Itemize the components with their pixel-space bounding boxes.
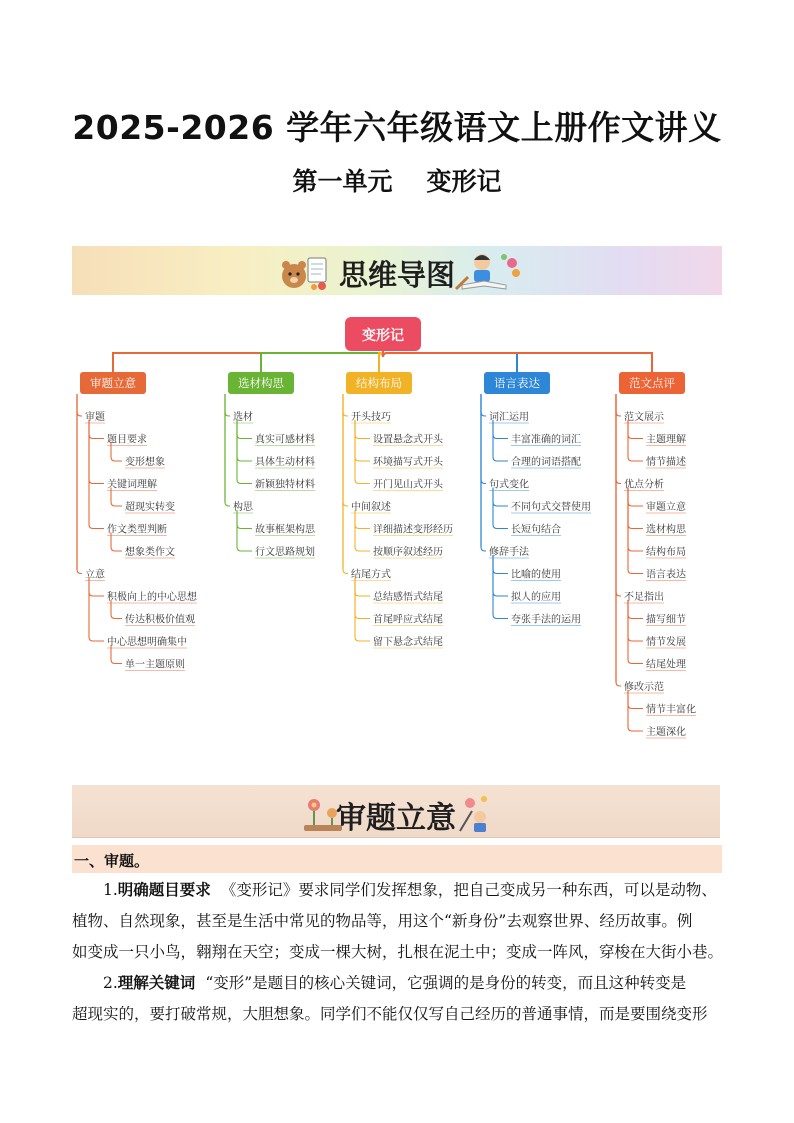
mindmap-connector [343,394,348,574]
mindmap-item: 长短句结合 [511,524,561,536]
mindmap-item: 审题立意 [646,502,686,513]
mindmap-item: 主题深化 [646,727,686,738]
mindmap-item: 选材构思 [646,524,686,536]
mindmap-item: 不足指出 [624,592,664,603]
mindmap-item: 审题 [85,412,105,423]
mindmap-banner-title: 思维导图 [338,258,455,292]
mindmap-branch-label: 结构布局 [356,376,402,390]
mindmap-item: 主题理解 [646,434,686,446]
paragraph-text: 《变形记》要求同学们发挥想象，把自己变成另一种东西，可以是动物、 [220,881,717,899]
mindmap-connector [355,420,370,461]
mindmap-connector [261,351,383,372]
mindmap-item: 修改示范 [624,682,664,693]
paragraph-1-line-2: 植物、自然现象，甚至是生活中常见的物品等，用这个“新身份”去观察世界、经历故事。例 [72,912,693,930]
mindmap-item: 情节丰富化 [646,704,696,716]
unit-label: 第一单元 [292,167,393,196]
mindmap-branch-label: 选材构思 [238,376,284,390]
mindmap-item: 积极向上的中心思想 [107,592,197,603]
mindmap-item: 句式变化 [489,479,529,491]
mindmap-item: 超现实转变 [125,502,175,513]
mindmap-item: 优点分析 [624,479,664,491]
mindmap-item: 合理的词语搭配 [511,457,581,468]
mindmap-item: 故事框架构思 [255,524,315,536]
mindmap-connector [225,394,230,416]
mindmap-connector [481,394,486,551]
mindmap-item: 具体生动材料 [255,457,315,468]
mindmap-connector [225,394,230,506]
mindmap-connector [628,488,643,574]
mindmap-connector [493,420,508,461]
mindmap-item: 语言表达 [646,569,686,581]
mindmap-item: 构思 [233,502,253,513]
paragraph-2-line-1 [72,968,724,999]
mindmap-item: 设置悬念式开头 [373,434,443,446]
mindmap-branch-label: 范文点评 [629,376,675,390]
section-banner-title: 审题立意 [336,801,456,836]
mindmap-item: 情节描述 [646,457,686,468]
topic-label: 变形记 [426,167,502,196]
mindmap-item: 结尾方式 [351,569,391,581]
section-heading: 一、审题。 [74,852,150,870]
mindmap-branch-label: 语言表达 [494,376,540,390]
mindmap-connector [77,394,82,416]
mindmap-item: 比喻的使用 [511,569,561,581]
mindmap-item: 结尾处理 [646,659,686,671]
mindmap-connector [355,420,370,484]
mindmap-connector [628,690,643,731]
item-heading: 明确题目要求 [117,881,211,899]
mindmap-item: 选材 [233,412,253,423]
mindmap-connector [89,420,104,484]
kid-reading-deco-icon [452,249,524,293]
paragraph-2-line-2: 超现实的，要打破常规，大胆想象。同学们不能仅仅写自己经历的普通事情，而是要围绕变形 [72,1005,708,1023]
mindmap-item: 变形想象 [125,457,165,468]
mindmap-banner [72,246,722,295]
mindmap-connector [493,555,508,596]
item-heading: 理解关键词 [117,974,196,992]
mindmap-branch [343,351,453,648]
mindmap-item: 修辞手法 [489,547,529,558]
mindmap-connector [616,394,621,596]
mindmap-connector [113,351,383,372]
mind-map [0,305,794,775]
mindmap-connector [628,600,643,664]
mindmap-connector [628,600,643,641]
mindmap-connector [343,394,348,416]
item-number: 2. [103,974,118,992]
mindmap-item: 按顺序叙述经历 [373,547,443,558]
mindmap-connector [628,420,643,461]
paragraph-1-line-3: 如变成一只小鸟，翱翔在天空；变成一棵大树，扎根在泥土中；变成一阵风，穿梭在大街小巷。 [72,943,724,961]
mindmap-connector [493,488,508,529]
mindmap-connector [89,578,104,642]
paragraph-1 [72,875,724,968]
mindmap-connector [355,578,370,619]
mindmap-connector [493,555,508,619]
mindmap-item: 范文展示 [624,412,664,423]
mindmap-item: 夸张手法的运用 [511,614,581,626]
mindmap-item: 环境描写式开头 [373,457,443,468]
mindmap-item: 真实可感材料 [255,434,315,446]
section-heading-bar [72,845,722,873]
mindmap-item: 留下悬念式结尾 [373,637,443,648]
mindmap-item: 中心思想明确集中 [107,637,187,648]
mindmap-item: 立意 [85,569,105,581]
mindmap-connector [616,394,621,686]
mindmap-item: 行文思路规划 [255,547,315,558]
mindmap-item: 单一主题原则 [125,659,185,671]
mindmap-item: 中间叙述 [351,502,391,513]
mindmap-item: 题目要求 [107,434,147,446]
mindmap-item: 拟人的应用 [511,592,561,603]
mindmap-item: 总结感悟式结尾 [373,592,443,603]
mindmap-connector [343,394,348,506]
mindmap-item: 新颖独特材料 [255,479,315,491]
paragraph-1-line-1 [72,875,724,906]
mindmap-item: 情节发展 [646,637,686,648]
mindmap-item: 丰富准确的词汇 [511,434,581,446]
mindmap-connector [355,510,370,551]
mindmap-connector [628,488,643,552]
mindmap-connector [89,420,104,529]
mindmap-connector [355,578,370,642]
mindmap-connector [481,394,486,484]
mindmap-root-label: 变形记 [362,328,404,344]
mindmap-item: 开头技巧 [351,412,391,423]
section-banner [72,785,720,838]
mindmap-connector [77,394,82,574]
mindmap-item: 词汇运用 [489,412,529,423]
mindmap-item: 作文类型判断 [107,524,167,536]
mindmap-connector [628,488,643,529]
mindmap-connector [237,420,252,461]
mindmap-item: 想象类作文 [125,547,175,558]
mindmap-item: 不同句式交替使用 [511,502,591,513]
mindmap-connector [481,394,486,416]
mindmap-connector [383,351,517,372]
mindmap-item: 开门见山式开头 [373,479,443,491]
mindmap-item: 关键词理解 [107,479,157,491]
mindmap-item: 首尾呼应式结尾 [373,614,443,626]
mindmap-connector [616,394,621,484]
kid-deco-icon [458,793,502,833]
document-title: 2025-2026 学年六年级语文上册作文讲义 [72,108,722,147]
mindmap-item: 传达积极价值观 [125,614,195,626]
mindmap-branch-label: 审题立意 [90,376,136,390]
mindmap-connector [237,420,252,484]
mindmap-connector [616,394,621,416]
item-number: 1. [103,881,118,899]
mindmap-item: 描写细节 [646,614,686,626]
mindmap-branch [383,351,696,738]
mindmap-branch [77,351,383,671]
document-subtitle [0,162,794,198]
paragraph-text: “变形”是题目的核心关键词，它强调的是身份的转变，而且这种转变是 [205,974,687,992]
mindmap-item: 结构布局 [646,547,686,558]
mindmap-connector [237,510,252,551]
paragraph-2 [72,968,724,1030]
mindmap-item: 详细描述变形经历 [373,524,453,536]
